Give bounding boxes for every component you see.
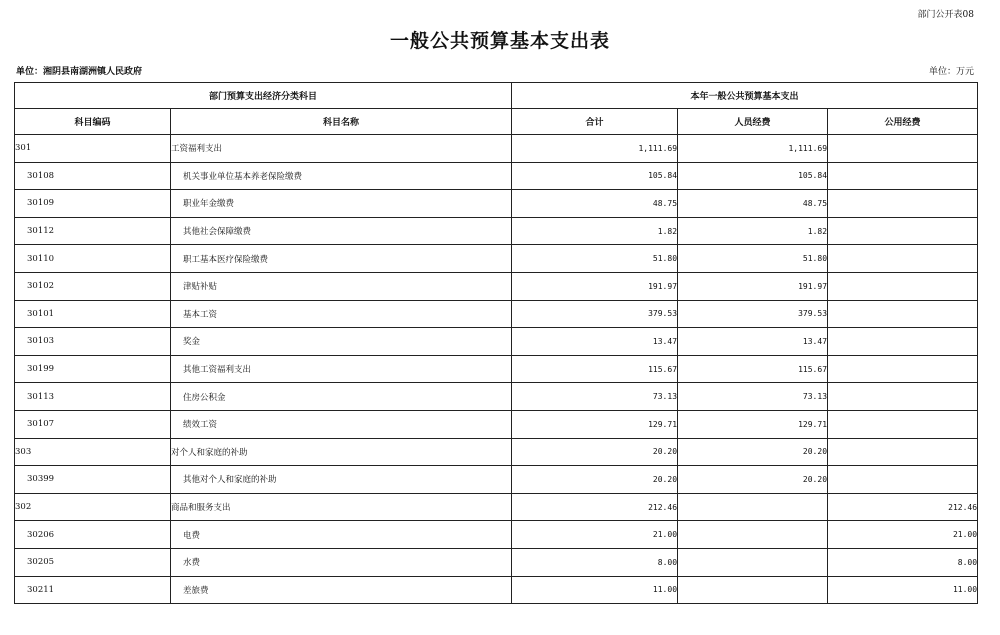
table-row (15, 410, 978, 438)
personnel-cell: 191.97 (678, 272, 828, 300)
code-cell: 30199 (15, 355, 171, 383)
code-cell: 30109 (15, 190, 171, 218)
table-row (15, 135, 978, 163)
organization-unit: 单位：湘阴县南湖洲镇人民政府 (16, 67, 143, 77)
public-cell (828, 383, 978, 411)
public-cell (828, 466, 978, 494)
header-public: 公用经费 (828, 109, 978, 135)
name-cell: 住房公积金 (171, 383, 512, 411)
public-cell: 21.00 (828, 521, 978, 549)
page-title: 一般公共预算基本支出表 (389, 30, 610, 52)
table-row (15, 300, 978, 328)
total-cell: 1,111.69 (512, 135, 678, 163)
public-cell (828, 217, 978, 245)
table-row (15, 355, 978, 383)
budget-table (14, 82, 978, 604)
column-header-row (15, 109, 978, 135)
name-cell: 差旅费 (171, 576, 512, 604)
form-number: 部门公开表08 (917, 10, 974, 20)
personnel-cell: 115.67 (678, 355, 828, 383)
name-cell: 电费 (171, 521, 512, 549)
public-cell (828, 410, 978, 438)
header-name: 科目名称 (171, 109, 512, 135)
total-cell: 48.75 (512, 190, 678, 218)
code-cell: 30205 (15, 548, 171, 576)
personnel-cell (678, 521, 828, 549)
public-cell (828, 355, 978, 383)
name-cell: 奖金 (171, 328, 512, 356)
table-row (15, 466, 978, 494)
table-row (15, 245, 978, 273)
public-cell (828, 245, 978, 273)
personnel-cell: 20.20 (678, 466, 828, 494)
table-row (15, 162, 978, 190)
total-cell: 115.67 (512, 355, 678, 383)
total-cell: 212.46 (512, 493, 678, 521)
code-cell: 30113 (15, 383, 171, 411)
public-cell: 11.00 (828, 576, 978, 604)
total-cell: 105.84 (512, 162, 678, 190)
code-cell: 30108 (15, 162, 171, 190)
group-header-row (15, 83, 978, 109)
total-cell: 379.53 (512, 300, 678, 328)
personnel-cell: 51.80 (678, 245, 828, 273)
public-cell (828, 190, 978, 218)
code-cell: 30399 (15, 466, 171, 494)
total-cell: 1.82 (512, 217, 678, 245)
total-cell: 11.00 (512, 576, 678, 604)
name-cell: 其他社会保障缴费 (171, 217, 512, 245)
personnel-cell: 48.75 (678, 190, 828, 218)
personnel-cell: 1,111.69 (678, 135, 828, 163)
code-cell: 30110 (15, 245, 171, 273)
personnel-cell (678, 576, 828, 604)
personnel-cell: 129.71 (678, 410, 828, 438)
code-cell: 30102 (15, 272, 171, 300)
table-row (15, 190, 978, 218)
personnel-cell: 379.53 (678, 300, 828, 328)
personnel-cell: 20.20 (678, 438, 828, 466)
header-total: 合计 (512, 109, 678, 135)
name-cell: 对个人和家庭的补助 (171, 438, 512, 466)
total-cell: 20.20 (512, 466, 678, 494)
code-cell: 30112 (15, 217, 171, 245)
header-economic-classification: 部门预算支出经济分类科目 (15, 83, 512, 109)
name-cell: 水费 (171, 548, 512, 576)
table-row (15, 548, 978, 576)
table-row (15, 493, 978, 521)
table-body (15, 135, 978, 604)
total-cell: 20.20 (512, 438, 678, 466)
total-cell: 73.13 (512, 383, 678, 411)
table-row (15, 438, 978, 466)
name-cell: 绩效工资 (171, 410, 512, 438)
name-cell: 其他工资福利支出 (171, 355, 512, 383)
code-cell: 30206 (15, 521, 171, 549)
code-cell: 303 (15, 438, 171, 466)
header-personnel: 人员经费 (678, 109, 828, 135)
table-row (15, 217, 978, 245)
table-row (15, 328, 978, 356)
code-cell: 30211 (15, 576, 171, 604)
name-cell: 商品和服务支出 (171, 493, 512, 521)
name-cell: 其他对个人和家庭的补助 (171, 466, 512, 494)
name-cell: 津贴补贴 (171, 272, 512, 300)
table-row (15, 576, 978, 604)
header-basic-expenditure: 本年一般公共预算基本支出 (512, 83, 978, 109)
code-cell: 30103 (15, 328, 171, 356)
currency-unit: 单位：万元 (928, 67, 974, 77)
code-cell: 30107 (15, 410, 171, 438)
name-cell: 职业年金缴费 (171, 190, 512, 218)
code-cell: 302 (15, 493, 171, 521)
personnel-cell: 1.82 (678, 217, 828, 245)
total-cell: 129.71 (512, 410, 678, 438)
name-cell: 工资福利支出 (171, 135, 512, 163)
public-cell (828, 272, 978, 300)
name-cell: 基本工资 (171, 300, 512, 328)
table-row (15, 272, 978, 300)
public-cell (828, 162, 978, 190)
personnel-cell (678, 548, 828, 576)
personnel-cell: 13.47 (678, 328, 828, 356)
total-cell: 13.47 (512, 328, 678, 356)
public-cell: 8.00 (828, 548, 978, 576)
name-cell: 机关事业单位基本养老保险缴费 (171, 162, 512, 190)
public-cell: 212.46 (828, 493, 978, 521)
public-cell (828, 300, 978, 328)
personnel-cell: 105.84 (678, 162, 828, 190)
code-cell: 301 (15, 135, 171, 163)
total-cell: 21.00 (512, 521, 678, 549)
table-row (15, 521, 978, 549)
public-cell (828, 438, 978, 466)
name-cell: 职工基本医疗保险缴费 (171, 245, 512, 273)
personnel-cell: 73.13 (678, 383, 828, 411)
public-cell (828, 135, 978, 163)
total-cell: 51.80 (512, 245, 678, 273)
total-cell: 8.00 (512, 548, 678, 576)
table-row (15, 383, 978, 411)
header-code: 科目编码 (15, 109, 171, 135)
public-cell (828, 328, 978, 356)
personnel-cell (678, 493, 828, 521)
total-cell: 191.97 (512, 272, 678, 300)
code-cell: 30101 (15, 300, 171, 328)
